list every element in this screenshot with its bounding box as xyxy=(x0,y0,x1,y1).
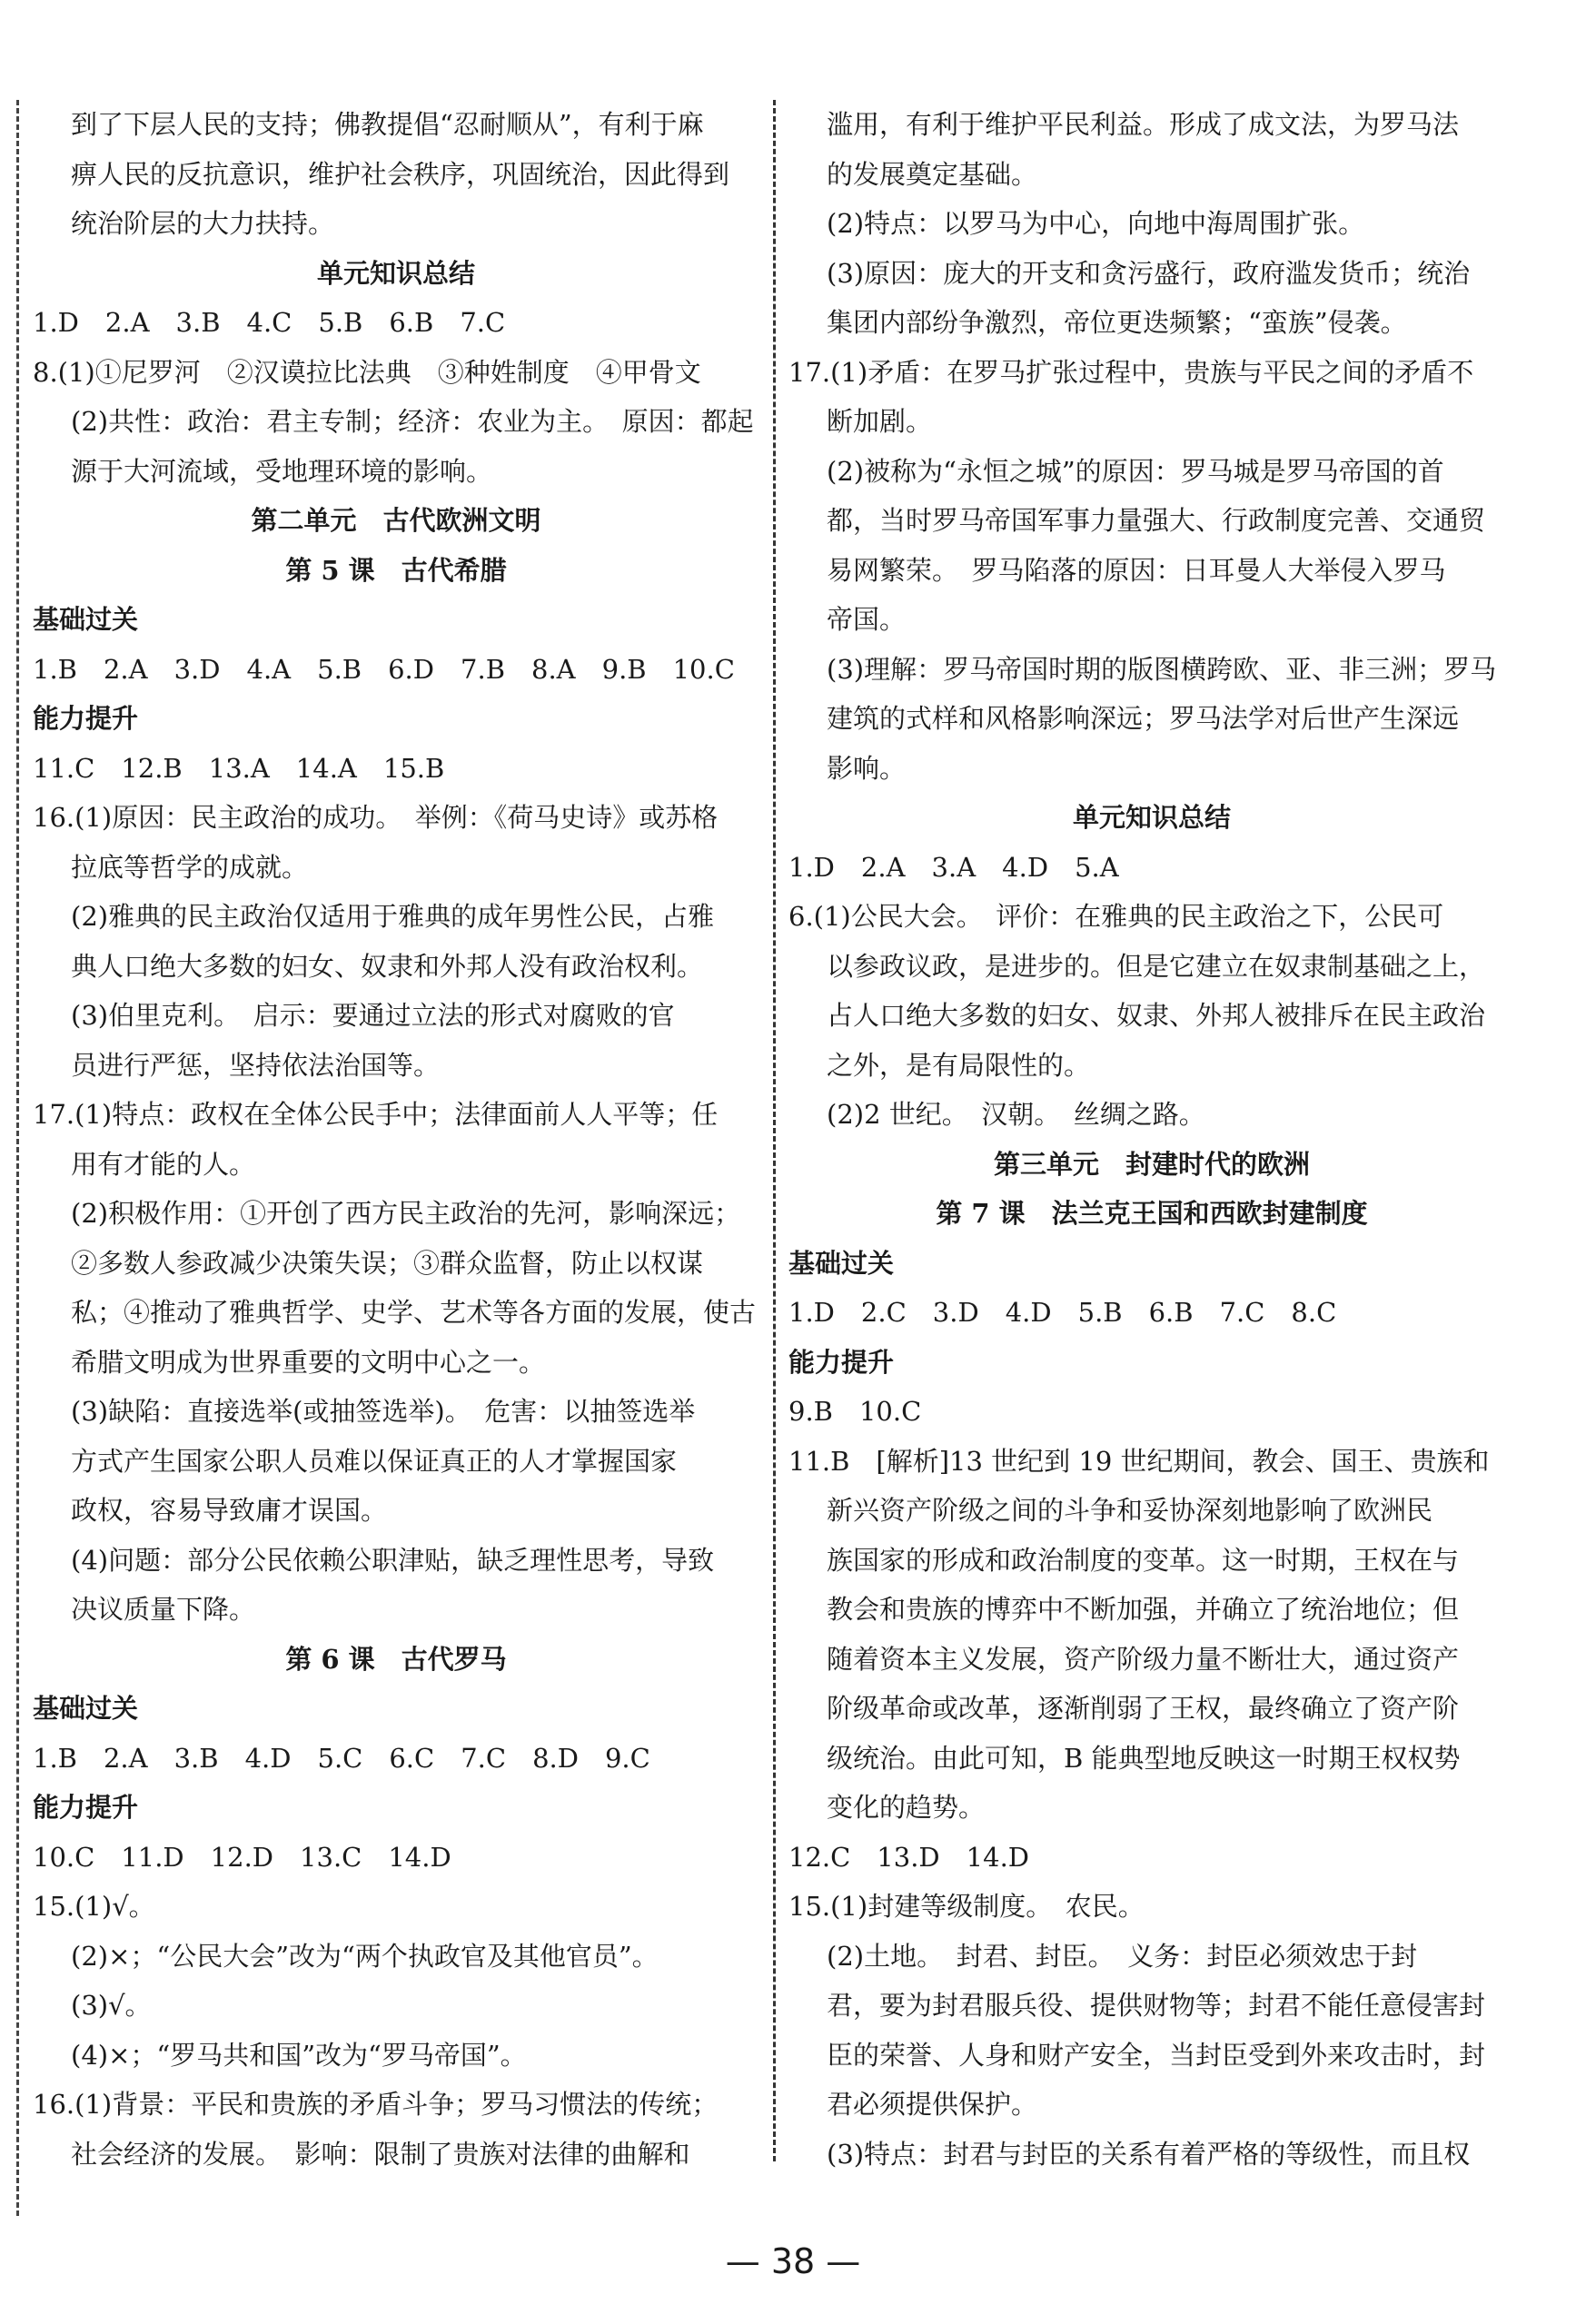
left-column-line: 16.(1)原因：民主政治的成功。 举例：《荷马史诗》或苏格 xyxy=(33,802,719,833)
right-column-line: 变化的趋势。 xyxy=(827,1792,986,1823)
left-column-line: 1.B 2.A 3.B 4.D 5.C 6.C 7.C 8.D 9.C xyxy=(33,1742,650,1774)
left-column-line: (2)积极作用：①开创了西方民主政治的先河，影响深远； xyxy=(71,1198,741,1229)
right-column-line: 级统治。由此可知，B 能典型地反映这一时期王权权势 xyxy=(827,1742,1461,1774)
right-column-line: (2)特点：以罗马为中心，向地中海周围扩张。 xyxy=(827,208,1365,239)
left-column xyxy=(33,100,759,2179)
right-column-line: 君必须提供保护。 xyxy=(827,2089,1038,2120)
left-column-line: 第 6 课 古代罗马 xyxy=(285,1643,507,1675)
right-column-line: 占人口绝大多数的妇女、奴隶、外邦人被排斥在民主政治 xyxy=(827,1000,1486,1031)
right-column-line: 族国家的形成和政治制度的变革。这一时期，王权在与 xyxy=(827,1544,1460,1576)
right-column-line: 之外，是有局限性的。 xyxy=(827,1049,1091,1081)
right-column-line: 第 7 课 法兰克王国和西欧封建制度 xyxy=(936,1198,1368,1229)
left-column-line: (2)雅典的民主政治仅适用于雅典的成年男性公民，占雅 xyxy=(71,901,715,932)
right-column-line: 9.B 10.C xyxy=(788,1396,922,1427)
left-margin-dashed-rule xyxy=(16,100,19,2216)
left-column-line: 基础过关 xyxy=(33,604,139,635)
right-column-line: 君，要为封君服兵役、提供财物等；封君不能任意侵害封 xyxy=(827,1990,1486,2021)
right-column-line: 集团内部纷争激烈，帝位更迭频繁；“蛮族”侵袭。 xyxy=(827,307,1407,338)
column-divider-dashed-rule xyxy=(773,100,776,2161)
left-column-line: ②多数人参政减少决策失误；③群众监督，防止以权谋 xyxy=(71,1247,704,1279)
left-column-line: (4)×；“罗马共和国”改为“罗马帝国”。 xyxy=(71,2039,527,2071)
left-column-line: 拉底等哲学的成就。 xyxy=(71,851,309,883)
left-column-line: (2)×；“公民大会”改为“两个执政官及其他官员”。 xyxy=(71,1940,659,1972)
right-column-line: 阶级革命或改革，逐渐削弱了王权，最终确立了资产阶 xyxy=(827,1693,1460,1724)
right-column-line: 影响。 xyxy=(827,752,907,784)
right-column-line: 教会和贵族的博弈中不断加强，并确立了统治地位；但 xyxy=(827,1594,1460,1625)
right-column-line: 随着资本主义发展，资产阶级力量不断壮大，通过资产 xyxy=(827,1643,1460,1675)
right-column-line: 易网繁荣。 罗马陷落的原因：日耳曼人大举侵入罗马 xyxy=(827,554,1446,586)
right-column-line: 新兴资产阶级之间的斗争和妥协深刻地影响了欧洲民 xyxy=(827,1495,1433,1526)
left-column-line: 政权，容易导致庸才误国。 xyxy=(71,1495,388,1526)
left-column-line: (4)问题：部分公民依赖公职津贴，缺乏理性思考，导致 xyxy=(71,1544,715,1576)
left-column-line: 员进行严惩，坚持依法治国等。 xyxy=(71,1049,441,1081)
left-column-line: 第二单元 古代欧洲文明 xyxy=(251,505,541,536)
right-column-line: 以参政议政，是进步的。但是它建立在奴隶制基础之上， xyxy=(827,950,1486,982)
right-column-line: 建筑的式样和风格影响深远；罗马法学对后世产生深远 xyxy=(827,703,1460,734)
right-column-line: 单元知识总结 xyxy=(1072,802,1231,833)
left-column-line: 统治阶层的大力扶持。 xyxy=(71,208,335,239)
left-column-line: 10.C 11.D 12.D 13.C 14.D xyxy=(33,1841,451,1873)
left-column-line: 基础过关 xyxy=(33,1693,139,1724)
right-column-line: 6.(1)公民大会。 评价：在雅典的民主政治之下，公民可 xyxy=(788,901,1444,932)
left-column-line: 15.(1)√。 xyxy=(33,1891,155,1922)
right-column-line: 帝国。 xyxy=(827,604,907,635)
left-column-line: 单元知识总结 xyxy=(316,257,475,289)
right-column-line: 11.B [解析]13 世纪到 19 世纪期间，教会、国王、贵族和 xyxy=(788,1445,1490,1477)
left-column-line: 社会经济的发展。 影响：限制了贵族对法律的曲解和 xyxy=(71,2138,690,2170)
left-column-line: (3)缺陷：直接选举(或抽签选举)。 危害：以抽签选举 xyxy=(71,1396,696,1427)
right-column-line: 12.C 13.D 14.D xyxy=(788,1841,1030,1873)
left-column-line: 到了下层人民的支持；佛教提倡“忍耐顺从”，有利于麻 xyxy=(71,109,704,140)
right-column-line: 17.(1)矛盾：在罗马扩张过程中，贵族与平民之间的矛盾不 xyxy=(788,356,1474,388)
left-column-line: (3)√。 xyxy=(71,1990,152,2021)
left-column-line: 8.(1)①尼罗河 ②汉谟拉比法典 ③种姓制度 ④甲骨文 xyxy=(33,356,701,388)
right-column-line: 第三单元 封建时代的欧洲 xyxy=(993,1148,1310,1180)
left-column-line: 决议质量下降。 xyxy=(71,1594,256,1625)
right-column-line: 臣的荣誉、人身和财产安全，当封臣受到外来攻击时，封 xyxy=(827,2039,1486,2071)
left-column-line: (3)伯里克利。 启示：要通过立法的形式对腐败的官 xyxy=(71,1000,675,1031)
left-column-line: 1.D 2.A 3.B 4.C 5.B 6.B 7.C xyxy=(33,307,506,338)
right-column-line: 的发展奠定基础。 xyxy=(827,158,1038,190)
right-column xyxy=(788,100,1515,2179)
right-column-line: (2)土地。 封君、封臣。 义务：封臣必须效忠于封 xyxy=(827,1940,1418,1972)
left-column-line: 方式产生国家公职人员难以保证真正的人才掌握国家 xyxy=(71,1445,678,1477)
left-column-line: 能力提升 xyxy=(33,703,139,734)
right-column-line: (2)2 世纪。 汉朝。 丝绸之路。 xyxy=(827,1099,1205,1130)
left-column-line: 11.C 12.B 13.A 14.A 15.B xyxy=(33,752,445,784)
left-column-line: 1.B 2.A 3.D 4.A 5.B 6.D 7.B 8.A 9.B 10.C xyxy=(33,653,735,685)
left-column-line: 痹人民的反抗意识，维护社会秩序，巩固统治，因此得到 xyxy=(71,158,730,190)
left-column-line: 私；④推动了雅典哲学、史学、艺术等各方面的发展，使古 xyxy=(71,1297,757,1328)
right-column-line: 断加剧。 xyxy=(827,406,933,437)
page-number: — 38 — xyxy=(725,2241,861,2281)
right-column-line: (2)被称为“永恒之城”的原因：罗马城是罗马帝国的首 xyxy=(827,455,1444,487)
right-column-line: (3)特点：封君与封臣的关系有着严格的等级性，而且权 xyxy=(827,2138,1471,2170)
right-column-line: 能力提升 xyxy=(788,1346,895,1378)
left-column-line: 典人口绝大多数的妇女、奴隶和外邦人没有政治权利。 xyxy=(71,950,704,982)
left-column-line: 能力提升 xyxy=(33,1792,139,1823)
right-column-line: 1.D 2.C 3.D 4.D 5.B 6.B 7.C 8.C xyxy=(788,1297,1337,1328)
right-column-line: 都，当时罗马帝国军事力量强大、行政制度完善、交通贸 xyxy=(827,505,1486,536)
right-column-line: (3)原因：庞大的开支和贪污盛行，政府滥发货币；统治 xyxy=(827,257,1471,289)
left-column-line: (2)共性：政治：君主专制；经济：农业为主。 原因：都起 xyxy=(71,406,754,437)
left-column-line: 源于大河流域，受地理环境的影响。 xyxy=(71,455,493,487)
right-column-line: 15.(1)封建等级制度。 农民。 xyxy=(788,1891,1145,1922)
right-column-line: (3)理解：罗马帝国时期的版图横跨欧、亚、非三洲；罗马 xyxy=(827,653,1497,685)
right-column-line: 滥用，有利于维护平民利益。形成了成文法，为罗马法 xyxy=(827,109,1460,140)
left-column-line: 16.(1)背景：平民和贵族的矛盾斗争；罗马习惯法的传统； xyxy=(33,2089,719,2120)
left-column-line: 17.(1)特点：政权在全体公民手中；法律面前人人平等；任 xyxy=(33,1099,719,1130)
right-column-line: 基础过关 xyxy=(788,1247,895,1279)
left-column-line: 用有才能的人。 xyxy=(71,1148,256,1180)
left-column-line: 希腊文明成为世界重要的文明中心之一。 xyxy=(71,1346,546,1378)
right-column-line: 1.D 2.A 3.A 4.D 5.A xyxy=(788,851,1119,883)
left-column-line: 第 5 课 古代希腊 xyxy=(285,554,507,586)
